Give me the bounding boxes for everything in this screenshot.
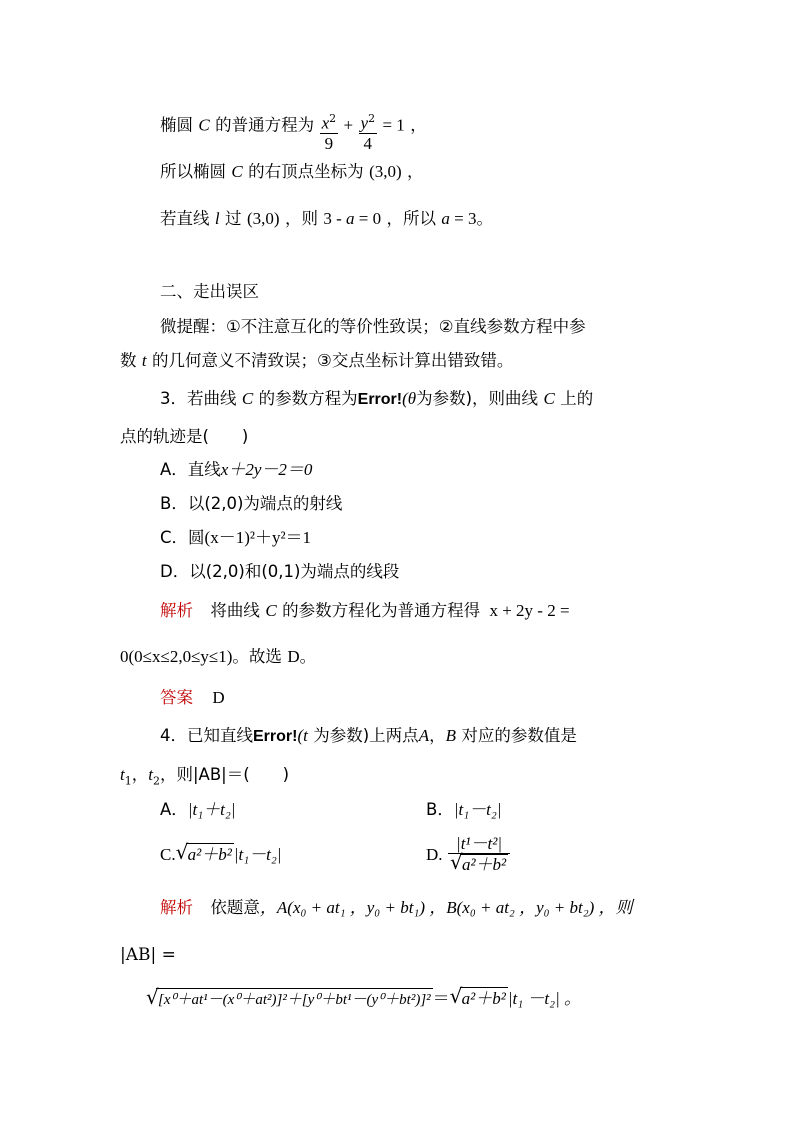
comma: ， <box>407 162 424 181</box>
q4-solution-2: |AB| = <box>120 945 176 965</box>
q4-option-d <box>426 835 510 875</box>
q4-option-c <box>160 840 282 866</box>
ellipse-equation-line <box>160 104 427 153</box>
text: 的参数方程化为普通方程得 <box>282 601 481 620</box>
q3-option-b: B．以(2,0)为端点的射线 <box>160 494 343 513</box>
line-through-point <box>160 208 493 230</box>
option-label: D. <box>426 845 443 864</box>
fraction-x2-9: $\frac{x^2}{9}$ <box>321 112 337 153</box>
answer-value: D <box>212 688 225 707</box>
var-theta: (θ <box>402 389 417 408</box>
error-field: Error! <box>253 728 298 745</box>
var-C: C <box>241 389 254 408</box>
q3-stem-2: 点的轨迹是( ) <box>120 427 249 446</box>
analysis-label: 解析 <box>160 601 193 620</box>
expr: 0(0≤x≤2,0≤y≤1) <box>120 647 233 666</box>
text: 。故选 <box>232 647 282 666</box>
answer-label: 答案 <box>160 688 193 707</box>
text: 为参数)，则曲线 <box>416 389 539 408</box>
text: 过 <box>225 209 242 228</box>
text: ，所以 <box>386 209 437 228</box>
var-a: a <box>441 209 450 228</box>
hint-line-2 <box>120 350 513 372</box>
var-l: l <box>214 209 220 228</box>
option-label: A．直线 <box>160 460 221 479</box>
text: 的右顶点坐标为 <box>248 162 364 181</box>
point: (3,0) <box>246 209 280 228</box>
var-B: B <box>445 726 456 745</box>
text: 对应的参数值是 <box>461 726 577 745</box>
text: ，则 <box>284 209 318 228</box>
text: 为参数)上两点 <box>313 726 419 745</box>
q3-option-c <box>160 527 311 549</box>
q4-stem-2 <box>120 764 289 792</box>
q3-solution-2 <box>120 646 316 668</box>
var-t: t <box>141 351 147 370</box>
var-C: C <box>265 601 277 620</box>
text: 上的 <box>560 389 594 408</box>
text: 椭圆 <box>160 115 193 135</box>
q4-option-a <box>160 799 235 821</box>
var-C: C <box>198 115 210 135</box>
q4-stem-1 <box>160 725 577 748</box>
var-t: t <box>120 765 125 784</box>
text: 数 <box>120 351 137 370</box>
q3-option-d: D．以(2,0)和(0,1)为端点的线段 <box>160 562 400 581</box>
vertex-line <box>160 161 424 183</box>
var-t: (t <box>297 726 308 745</box>
q3-stem-1 <box>160 388 593 411</box>
subscript: 2 <box>152 774 160 788</box>
text: 将曲线 <box>210 601 260 620</box>
q3-answer <box>160 687 225 709</box>
option-label: C. <box>160 845 176 864</box>
expr: = 3 <box>449 209 477 228</box>
answer-letter: D <box>287 647 300 666</box>
section-title: 二、走出误区 <box>160 282 259 301</box>
comma: ， <box>131 765 149 784</box>
sqrt: √ a²＋b² <box>449 984 506 1008</box>
q4-solution-1 <box>160 897 633 919</box>
sqrt: √ a²＋b² <box>175 840 232 864</box>
text: ，则|AB|＝( ) <box>159 765 290 784</box>
equals: ＝ <box>432 989 450 1008</box>
var-C: C <box>231 162 243 181</box>
text: 3．若曲线 <box>160 389 237 408</box>
analysis-label: 解析 <box>160 898 193 917</box>
equals-one: = 1 <box>382 115 405 135</box>
text: 的参数方程为 <box>258 389 358 408</box>
q4-option-b <box>426 799 501 821</box>
plus: + <box>343 115 354 135</box>
text: 4．已知直线 <box>160 726 253 745</box>
sqrt: √ [x⁰＋at¹－(x⁰＋at²)]²＋[y⁰＋bt¹－(y⁰＋bt²)]² <box>146 985 431 1009</box>
comma: ， <box>410 115 427 135</box>
point: (3,0) <box>369 162 402 181</box>
text: 若直线 <box>160 209 210 228</box>
fraction: |t¹－t²| √ a²＋b² <box>448 835 510 875</box>
period: 。 <box>476 209 494 228</box>
expr: = 0 <box>354 209 382 228</box>
text: 所以椭圆 <box>160 162 226 181</box>
period: 。 <box>299 647 317 666</box>
text: 依题意 <box>210 898 260 917</box>
option-expr: |t₁＋t₂| <box>187 800 236 819</box>
option-expr: |t₁－t₂| <box>233 845 282 864</box>
error-field: Error! <box>357 391 403 408</box>
fraction-y2-4: $\frac{y^2}{4}$ <box>360 112 376 153</box>
option-expr: (x－1)²＋y²＝1 <box>204 528 312 547</box>
comma: ， <box>429 726 446 745</box>
expr: x + 2y - 2 = <box>489 601 570 620</box>
var-C: C <box>543 389 555 408</box>
option-label: A． <box>160 800 188 819</box>
q3-option-a <box>160 459 312 481</box>
var-t: t <box>148 765 153 784</box>
text: 的普通方程为 <box>215 115 315 135</box>
option-expr: |t₁－t₂| <box>453 800 502 819</box>
option-expr: x＋2y－2＝0 <box>220 460 313 479</box>
var-A: A <box>418 726 430 745</box>
var-a: a <box>346 209 355 228</box>
q3-solution-1 <box>160 600 570 622</box>
expr: ，A(x₀ + at₁ ，y₀ + bt₁) ，B(x₀ + at₂ ，y₀ + bt₂) ，则 <box>259 898 633 917</box>
expr: 3 - <box>323 209 347 228</box>
text: 的几何意义不清致误；③交点坐标计算出错致错。 <box>152 351 514 370</box>
option-label: B． <box>426 800 454 819</box>
expr: |t₁ －t₂| 。 <box>507 989 581 1008</box>
option-label: C．圆 <box>160 528 205 547</box>
hint-line-1: 微提醒：①不注意互化的等价性致误；②直线参数方程中参 <box>160 317 586 336</box>
q4-solution-3 <box>146 984 581 1011</box>
subscript: 1 <box>124 774 132 788</box>
